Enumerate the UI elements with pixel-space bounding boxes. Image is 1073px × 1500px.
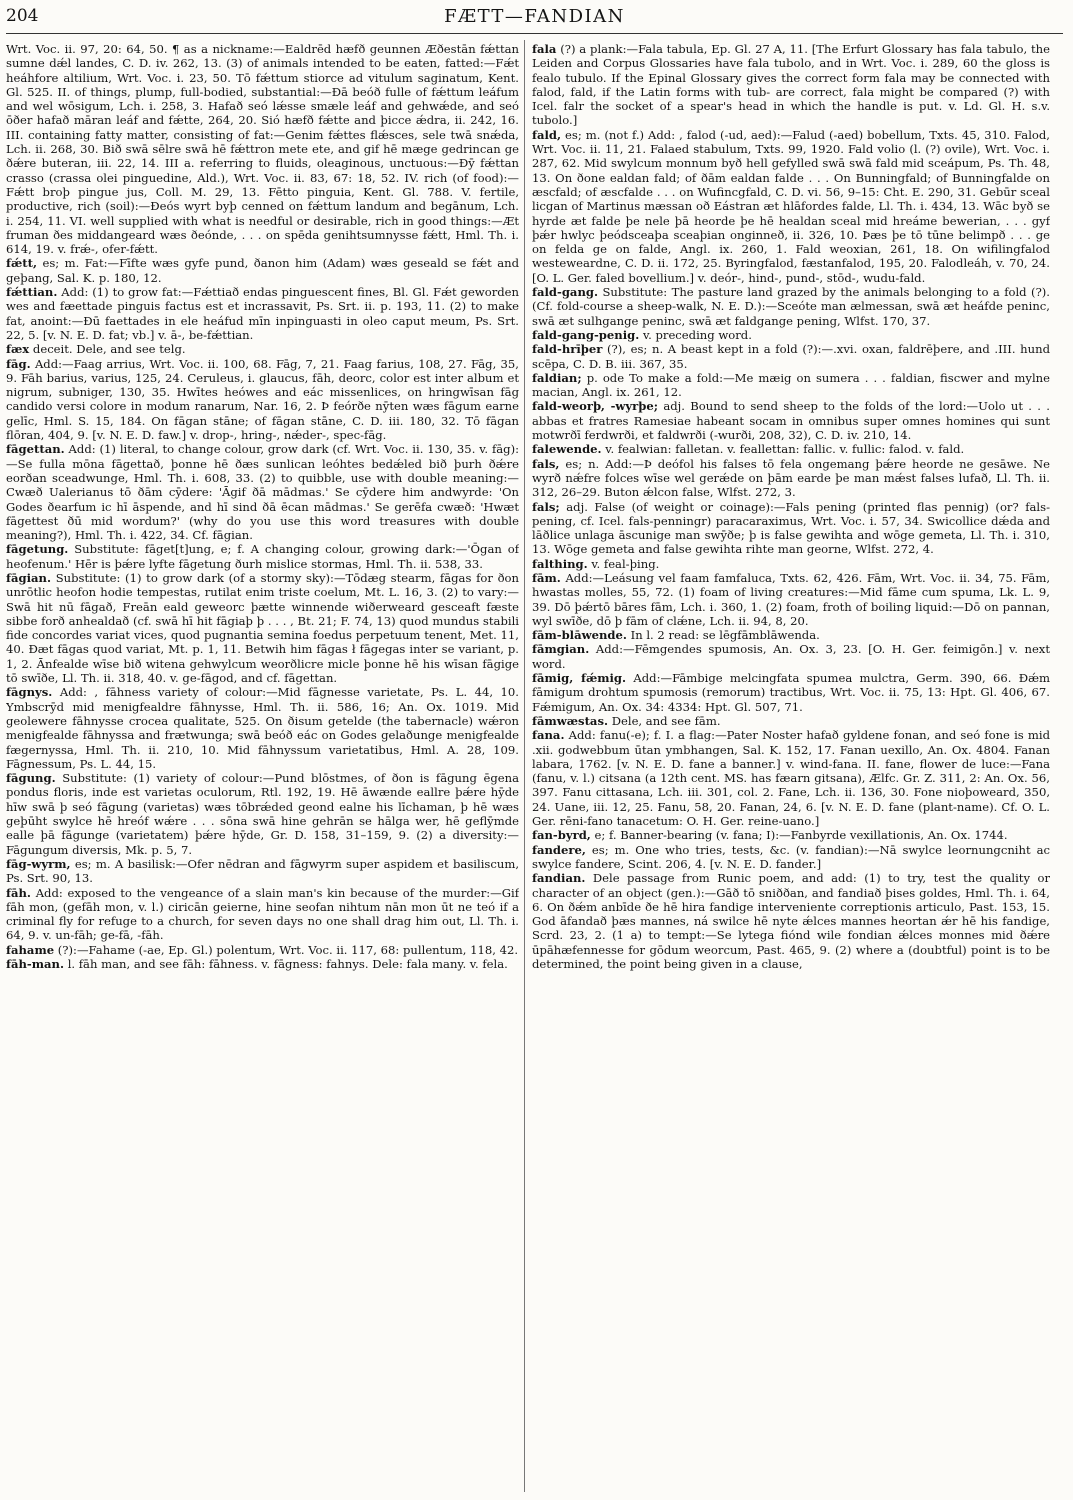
entry-text: adj. Bound to send sheep to the folds of the lord:—Uolo ut . . . abbas et fratres Ramesiae habeant socam in omnibus super omnes homines qui sunt motwrðī ferdwrði, et faldwrði (-wurði, 208, 32), C. D. iv. 210, 14. (532, 399, 1050, 443)
dictionary-entry (532, 871, 1050, 971)
dictionary-entry (6, 857, 519, 886)
dictionary-entry (532, 399, 1050, 442)
dictionary-entry (532, 828, 1050, 842)
dictionary-entry (6, 771, 519, 857)
entry-text: In l. 2 read: se lēgfāmblāwenda. (630, 628, 820, 643)
entry-headword: fāgian. (6, 570, 51, 585)
dictionary-entry (6, 957, 519, 971)
entry-text: Substitute: (1) to grow dark (of a stormy sky):—Tōdæg stearm, fāgas for ðon unrōtlic heofon hodie tempestas, rutilat enim triste coelum, Mt. L. 16, 3. (2) to vary:—Swā hit nū fāgað, Freān eald geweorc þætte winnende wiðerweard gesceaft fæste sibbe forð anhealdað (cf. swā hī hit fāgiaþ þ . . . , Bt. 21; F. 74, 13) quod mundus stabili fide concordes variat vices, quod pugnantia semina foedus perpetuum tenent, Met. 11, 40. Ðæt fāgas quod variat, Mt. p. 1, 11. Betwih him fāgas ł fāgegas inter se variant, p. 1, 2. Ānfealde wīse bið witena gehwylcum weorðlicre micle þonne hē his wīsan fāgige tō swīðe, Ll. Th. ii. 318, 40. v. ge-fāgod, and cf. fāgettan. (6, 570, 519, 686)
entry-text: es; m. A basilisk:—Ofer nēdran and fāgwyrm super aspidem et basiliscum, Ps. Srt. 90, 13. (6, 856, 519, 886)
dictionary-entry (532, 500, 1050, 557)
dictionary-entry (532, 714, 1050, 728)
entry-headword: fāg-wyrm, (6, 856, 71, 871)
entry-headword: fāgnys. (6, 685, 53, 700)
dictionary-entry (532, 557, 1050, 571)
entry-headword: fæx (6, 342, 30, 357)
entry-text: Substitute: (1) variety of colour:—Pund blōstmes, of ðon is fāgung ēgena pondus floris, inde est varietas oculorum, Rtl. 192, 19. Hē āwænde eallre þǽre hȳde hīw swā þ seó fāgung (varietas) wæs tōbrǽded geond ealne his līchaman, þ hē wæs geþūht swylce hē hreóf wǽre . . . sōna swā hine gehrān se hālga wer, hē geflȳmde ealle þā fāgunge (varietatem) þǽre hȳde, Gr. D. 158, 31–159, 9. (2) a diversity:—Fāgungum diversis, Mk. p. 5, 7. (6, 771, 519, 857)
dictionary-entry (532, 342, 1050, 371)
entry-headword: fām. (532, 570, 561, 585)
dictionary-entry (532, 285, 1050, 328)
entry-text: es; m. Fat:—Fīfte wæs gyfe pund, ðanon him (Adam) wæs geseald se fǽt and geþang, Sal. K. p. 180, 12. (6, 256, 519, 285)
entry-headword: fals; (532, 499, 560, 514)
dictionary-entry (532, 457, 1050, 500)
dictionary-entry (6, 685, 519, 771)
right-column (532, 42, 1050, 1492)
dictionary-entry (6, 342, 519, 356)
dictionary-entry (532, 671, 1050, 714)
entry-text: p. ode To make a fold:—Me mæig on sumera . . . faldian, fiscwer and mylne macian, Angl. ix. 261, 12. (532, 370, 1050, 400)
entry-text: v. fealwian: falletan. v. feallettan: fallic. v. fullic: falod. v. fald. (605, 442, 965, 457)
entry-headword: fāh. (6, 885, 31, 900)
entry-headword: faldian; (532, 370, 582, 385)
dictionary-entry (532, 642, 1050, 671)
dictionary-entry (532, 128, 1050, 285)
entry-text: v. preceding word. (642, 327, 752, 342)
entry-headword: fan-byrd, (532, 828, 591, 843)
entry-text: e; f. Banner-bearing (v. fana; I):—Fanbyrde vexillationis, An. Ox. 1744. (594, 828, 1008, 843)
dictionary-entry (6, 886, 519, 943)
entry-text: (?) a plank:—Fala tabula, Ep. Gl. 27 A, 11. [The Erfurt Glossary has fala tabulo, the Leiden and Corpus Glossaries have fala tubolo, and in Wrt. Voc. i. 289, 60 the gloss is fealo tubulo. If the Epinal Glossary gives the correct form fala may be connected with falod, fald, if the Latin forms with tub- are correct, fala might be compared (?) with Icel. falr the socket of a spear's head in which the handle is put. v. Ld. Gl. H. s.v. tubolo.] (532, 42, 1050, 128)
entry-text: es; m. One who tries, tests, &c. (v. fandian):—Nā swylce leornungcniht ac swylce fandere, Scint. 206, 4. [v. N. E. D. fander.] (532, 842, 1050, 871)
column-divider (524, 40, 525, 1492)
entry-headword: fandian. (532, 871, 586, 886)
entry-headword: fandere, (532, 842, 586, 857)
dictionary-entry (6, 442, 519, 542)
entry-text: Add:—Fēmgendes spumosis, An. Ox. 3, 23. [O. H. Ger. feimigōn.] v. next word. (532, 642, 1050, 671)
entry-headword: fǽttian. (6, 285, 58, 300)
entry-text: (?), es; n. A beast kept in a fold (?):—.xvi. oxan, faldrēþere, and .III. hund scēpa, C. D. B. iii. 367, 35. (532, 342, 1050, 371)
entry-headword: fald-hrīþer (532, 342, 603, 357)
entry-text: l. fāh man, and see fāh: fāhness. v. fāgness: fahnys. Dele: fala many. v. fela. (67, 957, 508, 971)
entry-headword: fāmgian. (532, 642, 590, 657)
dictionary-entry (6, 943, 519, 957)
entry-headword: fǽtt, (6, 256, 38, 271)
entry-headword: fald-weorþ, -wyrþe; (532, 399, 659, 414)
page-header (6, 6, 1063, 28)
entry-headword: fāh-man. (6, 957, 64, 971)
dictionary-entry (532, 728, 1050, 828)
entry-text: Add:—Leásung vel faam famfaluca, Txts. 62, 426. Fām, Wrt. Voc. ii. 34, 75. Fām, hwastas molles, 55, 72. (1) foam of living creatures:—Mid fāme cum spuma, Lk. L. 9, 39. Dō þǽrtō bāres fām, Lch. i. 360, 1. (2) foam, froth of boiling liquid:—Dō on pannan, wyl swīðe, dō þ fām of clǽne, Lch. ii. 94, 8, 20. (532, 570, 1050, 628)
entry-headword: fāgettan. (6, 442, 65, 457)
dictionary-entry (532, 628, 1050, 642)
dictionary-entry (532, 42, 1050, 128)
entry-headword: fāmig, fǽmig. (532, 671, 627, 686)
entry-text: adj. False (of weight or coinage):—Fals pening (printed flas pennig) (or? fals-pening, cf. Icel. fals-penningr) paracaraximus, Wrt. Voc. i. 57, 34. Swicollice dǽda and lāðlice unlaga āscunige man swȳðe; þ is false gewihta and wōge gemeta, Ll. Th. i. 310, 13. Wōge gemeta and false gewihta rihte man georne, Wlfst. 272, 4. (532, 499, 1050, 557)
dictionary-entry (6, 571, 519, 685)
entry-text: Add:—Fāmbige melcingfata spumea mulctra, Germ. 390, 66. Ðǽm fāmigum drohtum spumosis (remorum) tractibus, Wrt. Voc. ii. 75, 13: Hpt. Gl. 406, 67. Fǽmigum, An. Ox. 34: 4334: Hpt. Gl. 507, 71. (532, 671, 1050, 714)
dictionary-entry (6, 285, 519, 342)
page-number: 204 (6, 6, 39, 26)
entry-headword: fana. (532, 728, 565, 743)
entry-text: Dele passage from Runic poem, and add: (1) to try, test the quality or character of an object (gen.):—Gāð tō sniððan, and fandiað þises goldes, Hml. Th. i. 64, 6. On ðǽm anbīde ðe hē hira fandige interveniente correptionis articulo, Past. 153, 15. God āfandað þæs mannes, ná swilce hē nyte ǽlces mannes heortan ǽr hē his fandige, Scrd. 23, 2. (1 a) to tempt:—Se lytega fiónd wile fondian ǽlces monnes mid ðǽre ūpāhæfennesse for gōdum weorcum, Past. 465, 9. (2) where a (doubtful) point is to be determined, the point being given in a clause, (532, 871, 1050, 971)
entry-text: Add: , fāhness variety of colour:—Mid fāgnesse varietate, Ps. L. 44, 10. Ymbscrȳd mid menigfealdre fāhnysse, Hml. Th. ii. 586, 16; An. Ox. 1019. Mid geolewere fāhnysse crocea qualitate, 525. On ðisum getelde (the tabernacle) wǽron menigfealde fāhnyssa and frætwunga; swā beóð eác on Godes gelaðunge menigfealde fægernyssa, Hml. Th. ii. 210, 10. Mid fāhnyssum varietatibus, Hml. A. 28, 109. Fāgnessum, Ps. L. 44, 15. (6, 685, 519, 771)
entry-text: Add:—Faag arrius, Wrt. Voc. ii. 100, 68. Fāg, 7, 21. Faag farius, 108, 27. Fāg, 35, 9. Fāh barius, varius, 125, 24. Ceruleus, i. glaucus, fāh, deorc, color est inter album et nigrum, subniger, 130, 35. Hwītes heówes and eác missenlices, on hringwīsan fāg candido versi colore in modum ranarum, Nar. 16, 2. Þ feórðe nȳten wæs fāgum earne gelīc, Hml. S. 15, 184. On fāgan stāne; of fāgan stāne, C. D. iii. 180, 32. Tō fāgan flōran, 404, 9. [v. N. E. D. faw.] v. drop-, hring-, nǽder-, spec-fāg. (6, 356, 519, 443)
dictionary-entry (532, 843, 1050, 872)
dictionary-entry (6, 357, 519, 443)
header-rule (6, 33, 1063, 34)
entry-text: (?):—Fahame (-ae, Ep. Gl.) polentum, Wrt. Voc. ii. 117, 68: pullentum, 118, 42. (57, 942, 519, 957)
entry-text: Wrt. Voc. ii. 97, 20: 64, 50. ¶ as a nickname:—Ealdrēd hæfð geunnen Æðestān fǽttan sumne dǽl landes, C. D. iv. 262, 13. (3) of animals intended to be eaten, fatted:—Fǽt heáhfore altilium, Wrt. Voc. i. 23, 50. Tō fǽttum stiorce ad vitulum saginatum, Kent. Gl. 525. II. of things, plump, full-bodied, substantial:—Ðā beóð fulle of fǽttum leáfum and wel wōsigum, Lch. i. 258, 3. Hafað seó lǽsse smæle leáf and gehwǽde, and seó ōðer hafað māran leáf and fǽtte, 264, 20. Sió hæfð fǽtte and þicce ǽdra, ii. 242, 16. III. containing fatty matter, consisting of fat:—Genim fǽttes flǽsces, sele twā snǽda, Lch. ii. 268, 30. Bið swā sēlre swā hē fǽttron mete ete, and gif hē mæge gedrincan ge ðǽre buteran, iii. 22, 14. III a. referring to fluids, oleaginous, unctuous:—Ðȳ fǽttan crasso (crassa olei pinguedine, Ald.), Wrt. Voc. ii. 83, 67: 18, 52. IV. rich (of food):—Fǽtt broþ pingue jus, Coll. M. 29, 13. Fētto pinguia, Kent. Gl. 788. V. fertile, productive, rich (soil):—Ðeós wyrt byþ cenned on fǽttum landum and begānum, Lch. i. 254, 11. VI. well supplied with what is needful or desirable, rich in good things:—Æt fruman ðes middangeard wæs ðeónde, . . . on spēda genihtsumnysse fǽtt, Hml. Th. i. 614, 19. v. frǽ-, ofer-fǽtt. (6, 42, 519, 257)
dictionary-entry (532, 328, 1050, 342)
entry-text: es; n. Add:—Þ deófol his falses tō fela ongemang þǽre heorde ne gesāwe. Ne wyrð nǽfre folces wīse wel gerǽde on þām earde þe man mǽst falses lufað, Ll. Th. ii. 312, 26–29. Buton ǽlcon false, Wlfst. 272, 3. (532, 456, 1050, 500)
entry-text: Add: exposed to the vengeance of a slain man's kin because of the murder:—Gif fāh mon, (gefāh mon, v. l.) ciricān geierne, hine seofan nihtum nān mon ūt ne teó if a criminal fly for refuge to a church, for seven days no one shall drag him out, Ll. Th. i. 64, 9. v. un-fāh; ge-fā, -fāh. (6, 885, 519, 943)
entry-headword: fald-gang. (532, 285, 599, 300)
running-head: FÆTT—FANDIAN (444, 6, 625, 27)
entry-headword: falthing. (532, 556, 588, 571)
entry-text: Add: fanu(-e); f. I. a flag:—Pater Noster hafað gyldene fonan, and seó fone is mid .xii. godwebbum ūtan ymbhangen, Sal. K. 152, 17. Fanan uexillo, An. Ox. 4804. Fanan labara, 1762. [v. N. E. D. fane a banner.] v. wind-fana. II. fane, flower de luce:—Fana (fanu, v. l.) citsana (a 12th cent. MS. has fæarn gitsana), Ælfc. Gr. Z. 311, 2: An. Ox. 56, 397. Fanu cittasana, Lch. iii. 301, col. 2. Fane, Lch. ii. 136, 30. Fone nioþoweard, 350, 24. Uane, iii. 12, 25. Fanu, 58, 20. Fanan, 24, 6. [v. N. E. D. fane (plant-name). Cf. O. L. Ger. rēni-fano tanacetum: O. H. Ger. reine-uano.] (532, 728, 1050, 829)
entry-headword: fald, (532, 127, 562, 142)
entry-headword: falewende. (532, 442, 602, 457)
entry-text: Add: (1) to grow fat:—Fǽttiað endas pinguescent fines, Bl. Gl. Fǽt geworden wes and fæettade pinguis factus est et incrassavit, Ps. Srt. ii. p. 193, 11. (2) to make fat, anoint:—Ðū faettades in ele heáfud mīn inpinguasti in oleo caput meum, Ps. Srt. 22, 5. [v. N. E. D. fat; vb.] v. ā-, be-fǽttian. (6, 285, 519, 342)
entry-headword: fahame (6, 942, 55, 957)
dictionary-entry (6, 256, 519, 285)
entry-text: deceit. Dele, and see telg. (32, 342, 186, 357)
entry-headword: fald-gang-penig. (532, 327, 640, 342)
entry-text: Dele, and see fām. (611, 713, 721, 728)
entry-headword: fāgung. (6, 771, 56, 786)
dictionary-entry (532, 571, 1050, 628)
entry-headword: fals, (532, 456, 560, 471)
entry-headword: fāg. (6, 356, 31, 371)
entry-headword: fām-blāwende. (532, 628, 627, 643)
entry-text: Substitute: fāget[t]ung, e; f. A changing colour, growing dark:—'Ōgan of heofenum.' Hēr is þǽre lyfte fāgetung ðurh mislice stormas, Hml. Th. ii. 538, 33. (6, 542, 519, 571)
entry-text: Substitute: The pasture land grazed by the animals belonging to a fold (?). (Cf. fold-course a sheep-walk, N. E. D.):—Sceóte man ælmessan, swā æt heáfde peninc, swā æt sulhgange peninc, swā æt faldgange pening, Wlfst. 170, 37. (532, 285, 1050, 328)
dictionary-entry (532, 371, 1050, 400)
entry-headword: fala (532, 42, 557, 56)
entry-headword: fāgetung. (6, 542, 69, 557)
dictionary-entry (532, 442, 1050, 456)
entry-text: Add: (1) literal, to change colour, grow dark (cf. Wrt. Voc. ii. 130, 35. v. fāg):—Se fulla mōna fāgettað, þonne hē ðæs sunlican leóhtes bedǽled bið þurh ðǽre eorðan sceadwunge, Hml. Th. i. 608, 33. (2) to quibble, use with double meaning:—Cwæð Ualerianus tō ðām cȳdere: 'Āgif ðā mādmas.' Se cȳdere him andwyrde: 'On Godes ðearfum ic hī āspende, and hī sind ðā ēcan mādmas.' Se gerēfa cwæð: 'Hwæt fāgettest ðū mid wordum?' (why do you use this word treasures with double meaning?), Hml. Th. i. 422, 34. Cf. fāgian. (6, 442, 519, 543)
entry-headword: fāmwæstas. (532, 713, 609, 728)
entry-text: v. feal-þing. (591, 556, 660, 571)
dictionary-entry (6, 42, 519, 256)
dictionary-entry (6, 542, 519, 571)
entry-text: es; m. (not f.) Add: , falod (-ud, aed):—Falud (-aed) bobellum, Txts. 45, 310. Falod, Wrt. Voc. ii. 11, 21. Falaed stabulum, Txts. 99, 1920. Fald volio (l. (?) ovile), Wrt. Voc. i. 287, 62. Mid swylcum monnum byð hell gefylled swā swā fald mid sceápum, Ps. Th. 48, 13. On ðone ealdan fald; of ðām ealdan falde . . . On Bunningfald; of Bunningfalde on æscfald; of æscfalde . . . on Wufincgfald, C. D. vi. 56, 9–15: Cht. E. 290, 31. Gebūr sceal licgan of Martinus mæssan oð Eástran æt hlāfordes falde, Ll. Th. i. 434, 13. Wāc byð se hyrde æt falde þe nele þā heorde þe hē healdan sceal mid hreáme bewerian, . . . gyf þǽr hwlyc þeódsceaþa sceaþian onginneð, ii. 326, 10. Þæs þe tō tūne belimpð . . . ge on felda ge on falde, Angl. ix. 260, 1. Fald weoxian, 261, 18. On wifilingfalod westeweardne, C. D. ii. 172, 25. Byringfalod, fæstanfalod, 195, 20. Falodleáh, v. 70, 24. [O. L. Ger. faled bovellium.] v. deór-, hind-, pund-, stōd-, wudu-fald. (532, 127, 1050, 285)
left-column (6, 42, 519, 1492)
